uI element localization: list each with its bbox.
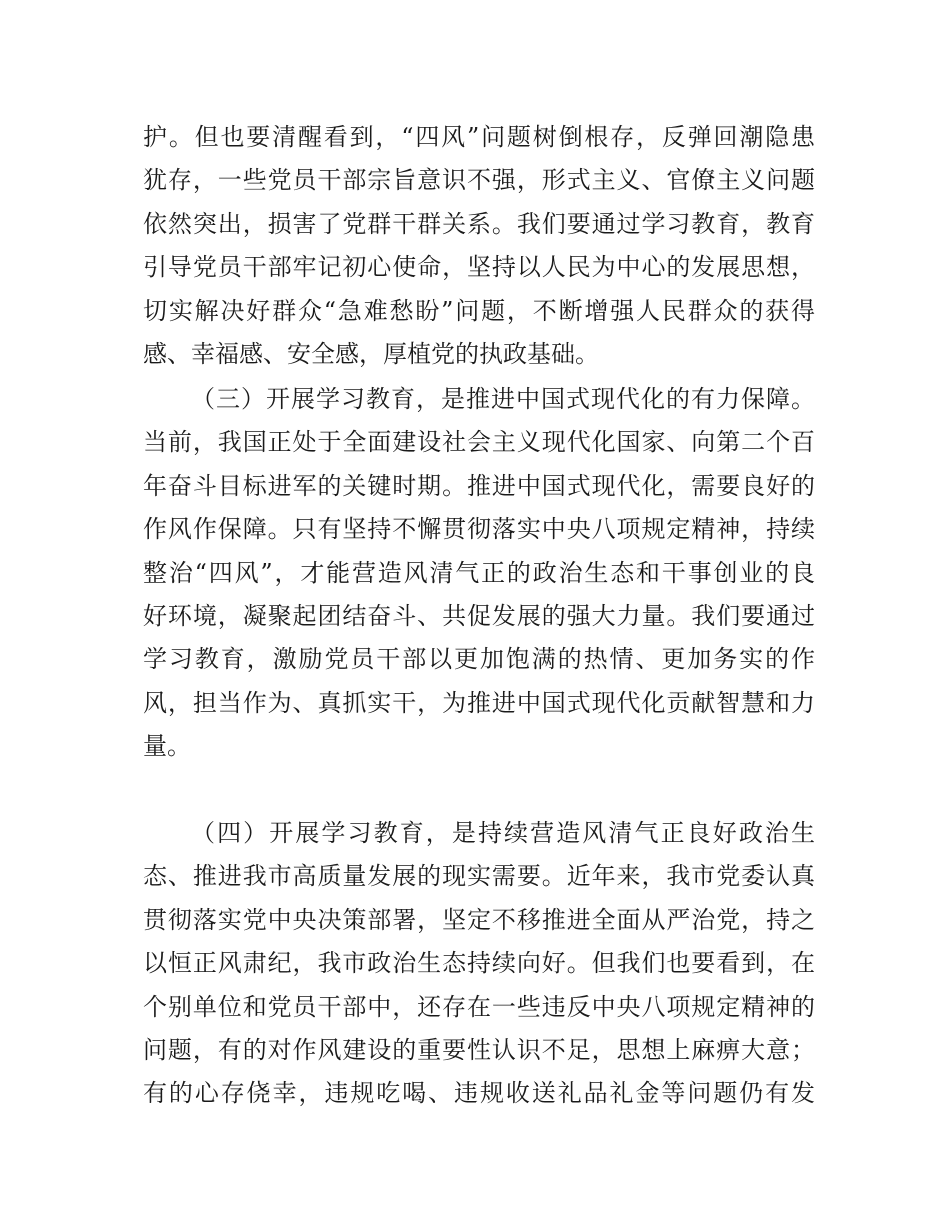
text-line: 态、推进我市高质量发展的现实需要。近年来，我市党委认真 <box>143 862 815 891</box>
text-line: 当前，我国正处于全面建设社会主义现代化国家、向第二个百 <box>143 428 815 457</box>
paragraph-section-four <box>143 812 815 1116</box>
text-line: 个别单位和党员干部中，还存在一些违反中央八项规定精神的 <box>143 992 815 1021</box>
paragraph-continuation <box>143 116 815 376</box>
text-line: 切实解决好群众“急难愁盼”问题，不断增强人民群众的获得 <box>143 296 815 325</box>
text-line: 引导党员干部牢记初心使命，坚持以人民为中心的发展思想， <box>143 253 815 282</box>
text-line: 有的心存侥幸，违规吃喝、违规收送礼品礼金等问题仍有发 <box>143 1079 815 1108</box>
text-line: 作风作保障。只有坚持不懈贯彻落实中央八项规定精神，持续 <box>143 515 815 544</box>
text-line: 整治“四风”，才能营造风清气正的政治生态和干事创业的良 <box>143 558 815 587</box>
text-line: 贯彻落实党中央决策部署，坚定不移推进全面从严治党，持之 <box>143 905 815 934</box>
text-line: 年奋斗目标进军的关键时期。推进中国式现代化，需要良好的 <box>143 471 815 500</box>
section-heading-line: （四）开展学习教育，是持续营造风清气正良好政治生 <box>191 819 815 847</box>
text-line: 风，担当作为、真抓实干，为推进中国式现代化贡献智慧和力 <box>143 688 815 717</box>
section-heading-line: （三）开展学习教育，是推进中国式现代化的有力保障。 <box>191 385 815 413</box>
text-line: 护。但也要清醒看到，“四风”问题树倒根存，反弹回潮隐患 <box>143 123 815 151</box>
text-line: 好环境，凝聚起团结奋斗、共促发展的强大力量。我们要通过 <box>143 601 815 630</box>
text-line: 问题，有的对作风建设的重要性认识不足，思想上麻痹大意； <box>143 1035 815 1064</box>
text-line: 依然突出，损害了党群干群关系。我们要通过学习教育，教育 <box>143 209 815 238</box>
text-line: 以恒正风肃纪，我市政治生态持续向好。但我们也要看到，在 <box>143 949 815 978</box>
text-line: 量。 <box>143 732 191 761</box>
text-line: 感、幸福感、安全感，厚植党的执政基础。 <box>143 339 599 368</box>
text-line: 学习教育，激励党员干部以更加饱满的热情、更加务实的作 <box>143 645 815 674</box>
paragraph-section-three <box>143 378 815 769</box>
text-line: 犹存，一些党员干部宗旨意识不强，形式主义、官僚主义问题 <box>143 166 815 195</box>
